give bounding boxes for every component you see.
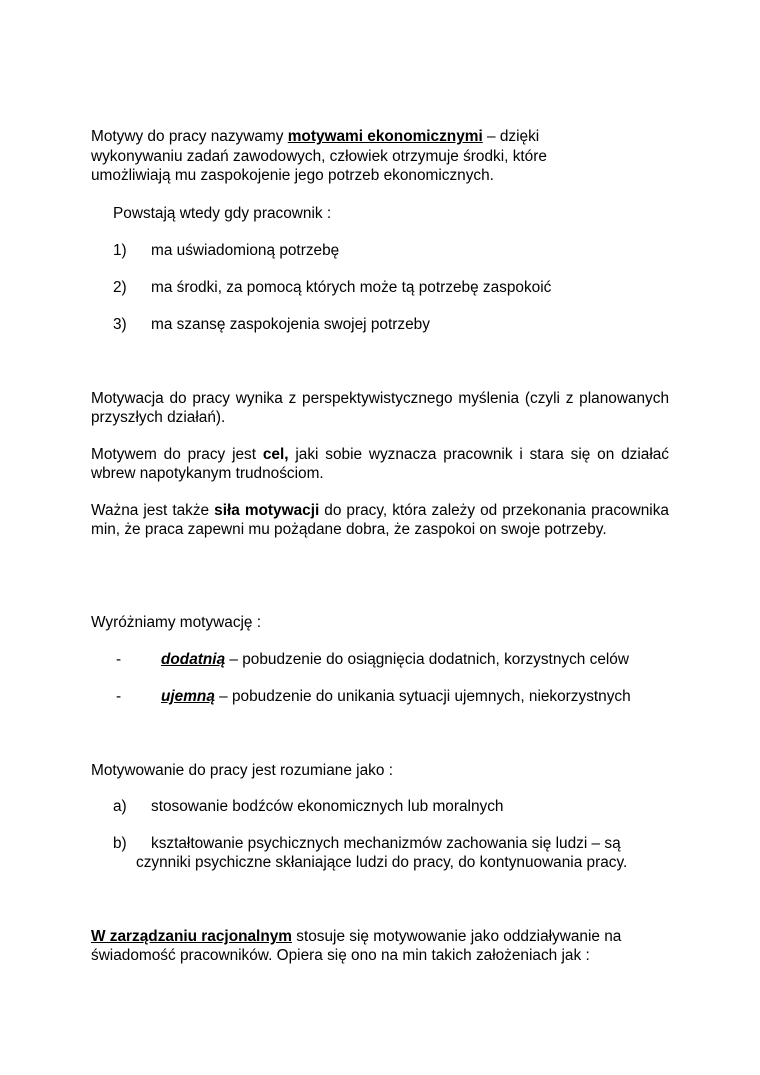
paragraph-term: siła motywacji bbox=[214, 502, 320, 519]
intro-line-1 bbox=[91, 127, 669, 146]
intro-term: motywami ekonomicznymi bbox=[287, 128, 483, 145]
rational-line-1 bbox=[91, 927, 669, 946]
list-text: ma szansę zaspokojenia swojej potrzeby bbox=[151, 316, 430, 333]
list-description: – pobudzenie do unikania sytuacji ujemnych, niekorzystnych bbox=[214, 688, 631, 705]
paragraph-term: cel, bbox=[262, 446, 289, 463]
list-text bbox=[161, 650, 629, 669]
list-number: b) bbox=[113, 835, 127, 852]
intro-line-2: wykonywaniu zadań zawodowych, człowiek otrzymuje środki, które bbox=[91, 148, 547, 165]
list-dash: - bbox=[116, 651, 122, 668]
list-dash: - bbox=[116, 688, 122, 705]
rational-text: stosuje się motywowanie jako oddziaływanie na bbox=[291, 928, 622, 945]
motivation-paragraph-1: Motywacja do pracy wynika z perspektywistycznego myślenia (czyli z planowanych przyszłych działań). bbox=[91, 390, 669, 426]
intro-text: Motywy do pracy nazywamy bbox=[91, 128, 288, 145]
list-text: ma uświadomioną potrzebę bbox=[151, 242, 340, 259]
list-term: ujemną bbox=[161, 688, 215, 705]
paragraph-text: Motywem do pracy jest bbox=[91, 446, 263, 463]
list-number: 2) bbox=[113, 279, 127, 296]
motivation-paragraph-2 bbox=[91, 445, 669, 483]
list-text-continued: czynniki psychiczne skłaniające ludzi do pracy, do kontynuowania pracy. bbox=[136, 854, 628, 871]
rational-term: W zarządzaniu racjonalnym bbox=[91, 928, 292, 945]
motivating-lead: Motywowanie do pracy jest rozumiane jako : bbox=[91, 762, 393, 779]
conditions-lead: Powstają wtedy gdy pracownik : bbox=[113, 205, 332, 222]
list-number: a) bbox=[113, 798, 127, 815]
types-lead: Wyróżniamy motywację : bbox=[91, 614, 262, 631]
intro-line-3: umożliwiają mu zaspokojenie jego potrzeb ekonomicznych. bbox=[91, 167, 494, 184]
list-text: ma środki, za pomocą których może tą potrzebę zaspokoić bbox=[151, 279, 552, 296]
list-text: kształtowanie psychicznych mechanizmów zachowania się ludzi – są bbox=[151, 835, 621, 852]
list-text: stosowanie bodźców ekonomicznych lub moralnych bbox=[151, 798, 504, 815]
list-number: 3) bbox=[113, 316, 127, 333]
paragraph-text: Ważna jest także bbox=[91, 502, 215, 519]
motivation-paragraph-3 bbox=[91, 501, 669, 539]
paragraph-text: jaki sobie wyznacza pracownik i stara się on działać wbrew napotykanym trudnościom. bbox=[91, 446, 669, 482]
rational-line-2: świadomość pracowników. Opiera się ono na min takich założeniach jak : bbox=[91, 947, 590, 964]
list-description: – pobudzenie do osiągnięcia dodatnich, korzystnych celów bbox=[225, 651, 629, 668]
list-term: dodatnią bbox=[161, 651, 226, 668]
list-text bbox=[161, 687, 631, 706]
paragraph-text: do pracy, która zależy od przekonania pracownika min, że praca zapewni mu pożądane dobra, że zaspokoi on swoje potrzeby. bbox=[91, 502, 669, 538]
list-number: 1) bbox=[113, 242, 127, 259]
intro-text-2: – dzięki bbox=[482, 128, 540, 145]
